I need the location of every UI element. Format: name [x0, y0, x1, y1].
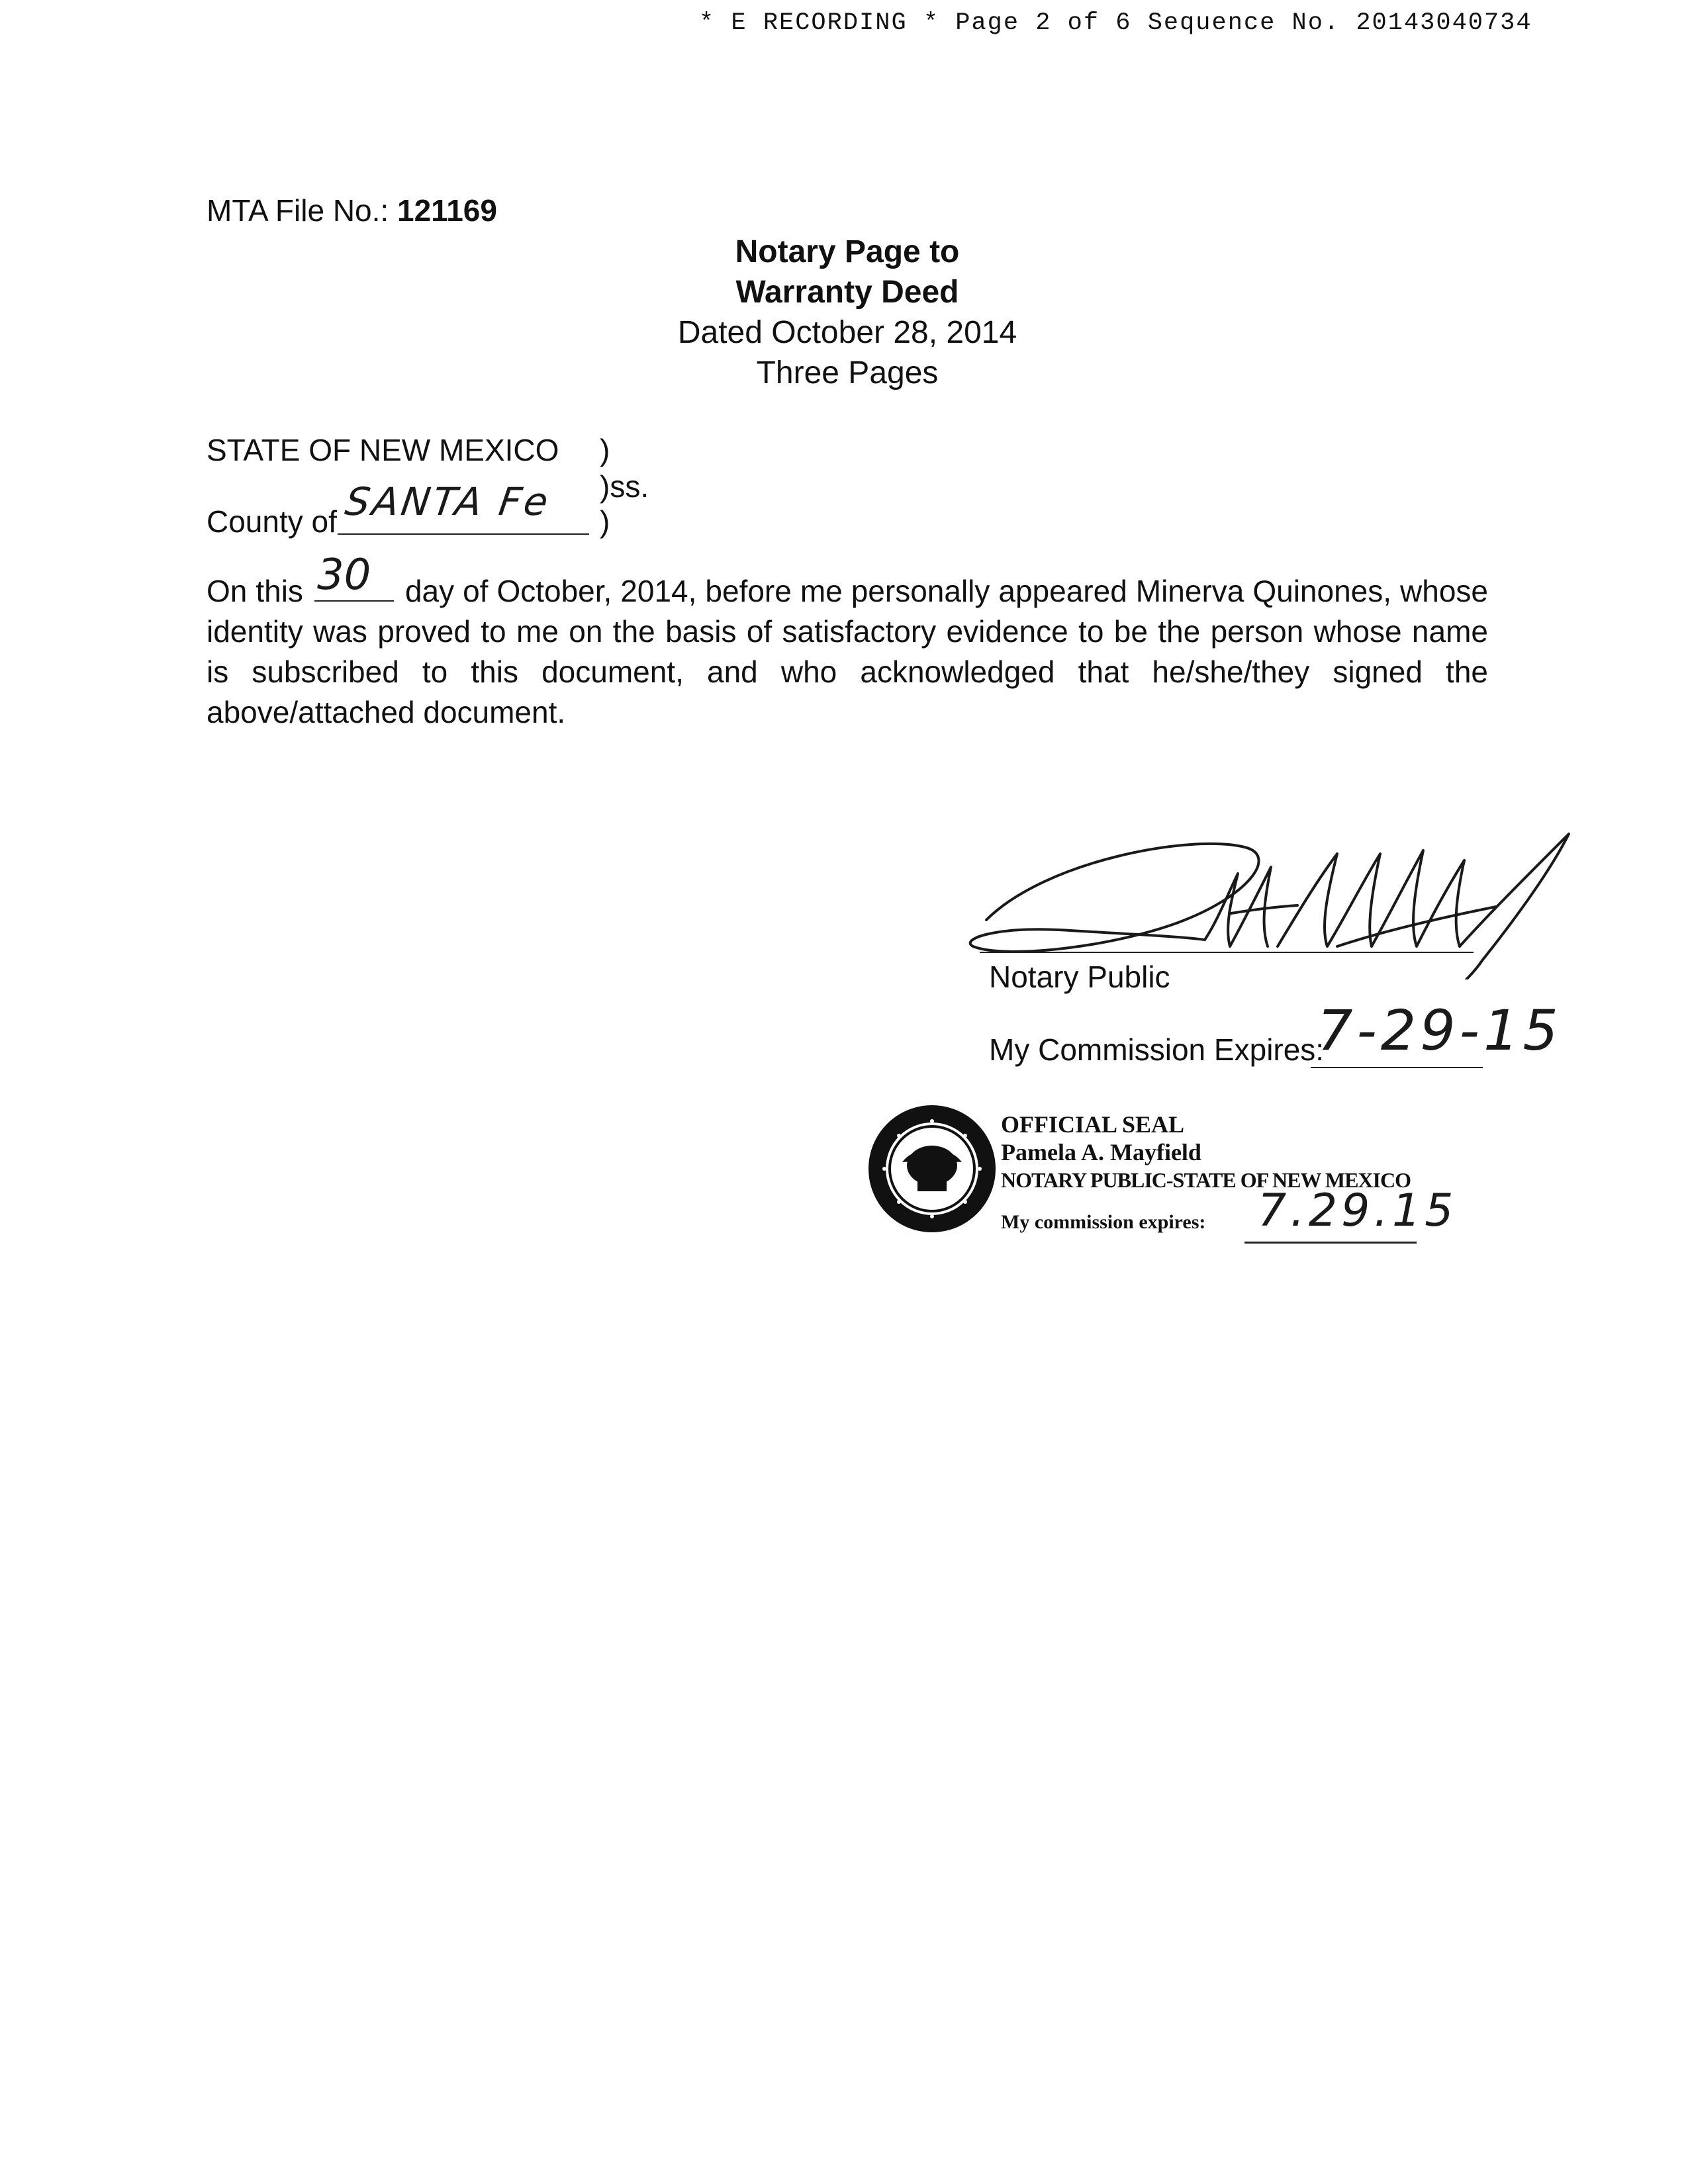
recording-header: * E RECORDING * Page 2 of 6 Sequence No. 20143040734 — [699, 9, 1532, 37]
notary-seal-emblem — [866, 1103, 998, 1235]
day-blank-line — [314, 551, 394, 602]
seal-commission-label: My commission expires: — [1001, 1211, 1206, 1233]
seal-title: OFFICIAL SEAL — [1001, 1111, 1185, 1138]
county-blank-line — [338, 533, 589, 535]
ack-prefix: On this — [207, 574, 303, 608]
title-line-2: Warranty Deed — [735, 275, 959, 310]
notary-public-label: Notary Public — [989, 960, 1170, 994]
commission-blank-line — [1311, 1067, 1483, 1068]
venue-ss: )ss. — [600, 469, 649, 504]
venue-block — [207, 430, 670, 543]
commission-expires-label: My Commission Expires: — [989, 1032, 1325, 1067]
document-title-block — [583, 232, 1112, 393]
seal-notary-name: Pamela A. Mayfield — [1001, 1139, 1201, 1165]
file-number-value: 121169 — [397, 193, 497, 228]
title-page-count: Three Pages — [756, 355, 939, 390]
file-number-line — [207, 191, 497, 231]
signature-line — [980, 952, 1474, 953]
day-handwritten: 30 — [316, 551, 371, 600]
commission-handwritten-date: 7-29-15 — [1317, 998, 1562, 1063]
venue-paren: ) — [600, 433, 610, 467]
county-label: County of — [207, 504, 337, 539]
venue-paren-close: ) — [600, 504, 610, 539]
seal-handwritten-date: 7.29.15 — [1258, 1185, 1458, 1237]
notary-signature — [966, 821, 1589, 979]
file-number-label: MTA File No.: — [207, 193, 389, 228]
seal-blank-line — [1244, 1242, 1417, 1244]
venue-state: STATE OF NEW MEXICO — [207, 433, 559, 467]
acknowledgment-paragraph — [207, 551, 1489, 733]
county-handwritten: SANTA Fe — [342, 479, 554, 524]
title-date: Dated October 28, 2014 — [677, 315, 1017, 350]
ack-text: day of October, 2014, before me personally appeared Minerva Quinones, whose identity was proved to me on the basis of satisfactory evidence to be the person whose name is subscribed to this document, and who acknowledged that he/she/they signed the above/attached document. — [207, 574, 1489, 729]
seal-jurisdiction: NOTARY PUBLIC-STATE OF NEW MEXICO — [1001, 1168, 1411, 1192]
title-line-1: Notary Page to — [735, 234, 960, 269]
